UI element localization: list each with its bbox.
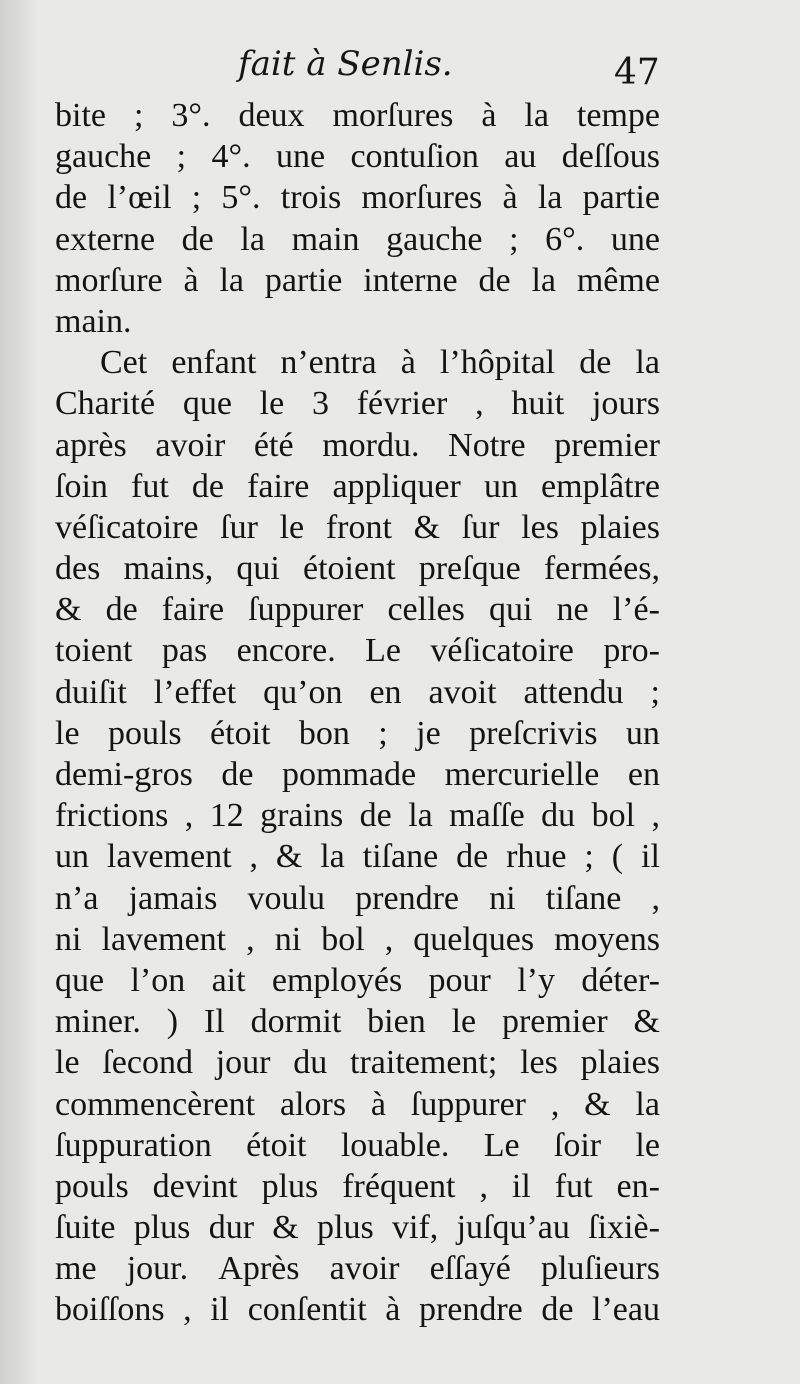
word: la: [635, 1085, 660, 1123]
word: preſque: [418, 550, 521, 588]
word: qui: [488, 591, 533, 629]
word: à: [502, 179, 518, 217]
word: ,: [183, 1291, 192, 1329]
word: la: [524, 97, 549, 134]
word: fut: [554, 1167, 593, 1205]
word: morſure: [55, 261, 163, 299]
word: bon: [298, 714, 350, 752]
word: le: [451, 1003, 477, 1041]
word: ſixiè-: [588, 1209, 660, 1247]
word: étoient: [303, 550, 396, 588]
word: véſicatoire: [430, 632, 574, 670]
word: juſqu’au: [456, 1209, 570, 1247]
word: commencèrent: [55, 1085, 256, 1123]
word: partie: [582, 179, 660, 217]
word: même: [576, 261, 660, 299]
word: bol: [591, 797, 636, 835]
word: plus: [261, 1167, 319, 1205]
word: véſicatoire: [55, 508, 199, 546]
word: me: [55, 1250, 97, 1288]
word: il: [641, 838, 660, 876]
word: l’œil: [107, 179, 172, 217]
word: la: [537, 179, 563, 217]
word: la: [219, 261, 245, 299]
word: contuſion: [350, 138, 479, 176]
word: Il: [203, 1003, 225, 1041]
word: ſecond: [102, 1044, 193, 1082]
word: tempe: [576, 97, 660, 134]
word: l’é-: [612, 591, 660, 629]
word: plaies: [580, 508, 660, 546]
word: des: [55, 550, 101, 588]
text-line: [55, 425, 660, 466]
word: bol: [321, 920, 365, 958]
word: l’hôpital: [439, 344, 556, 382]
word: rhue: [506, 838, 567, 876]
word: deſſous: [561, 138, 660, 176]
word: jours: [591, 385, 660, 423]
text-line: [55, 1042, 660, 1083]
word: ſuppurer: [248, 591, 364, 629]
text-line: [55, 1289, 660, 1330]
word: premier: [501, 1003, 608, 1041]
word: un: [625, 714, 660, 752]
word: n’a: [55, 879, 99, 917]
word: &: [413, 508, 441, 546]
word: les: [520, 1044, 558, 1082]
word: tiſane: [362, 838, 439, 876]
word: alors: [279, 1085, 347, 1123]
word: ſoin: [55, 467, 108, 505]
word: ſuppurer: [410, 1085, 526, 1123]
word: de: [541, 1291, 574, 1329]
word: en-: [616, 1167, 660, 1205]
text-line: [55, 507, 660, 548]
word: ait: [211, 961, 246, 999]
text-line: [55, 630, 660, 671]
word: la: [531, 261, 556, 299]
word: ſur: [461, 508, 500, 546]
word: faire: [247, 467, 310, 505]
word: toient: [55, 632, 133, 670]
word: à: [400, 344, 416, 382]
word: maſſe: [449, 797, 525, 835]
text-line: [55, 383, 660, 424]
word: un: [483, 467, 518, 505]
word: à: [481, 97, 497, 134]
word: ;: [509, 220, 519, 258]
word: &: [55, 591, 82, 629]
word: la: [635, 344, 660, 382]
word: l’y: [517, 961, 555, 999]
text-line: [55, 795, 660, 836]
word: morſures: [332, 97, 454, 134]
word: lavement: [101, 920, 227, 958]
word: Charité: [55, 385, 156, 423]
text-line: [55, 1207, 660, 1248]
word: Le: [483, 1126, 520, 1164]
word: &: [272, 1209, 299, 1247]
word: premier: [554, 426, 660, 464]
word: la: [320, 838, 345, 876]
word: dormit: [250, 1003, 342, 1041]
word: partie: [264, 261, 343, 299]
word: plus: [133, 1209, 191, 1247]
word: bite: [55, 97, 106, 134]
word: prendre: [418, 1291, 523, 1329]
word: eſſayé: [429, 1250, 511, 1288]
word: pas: [161, 632, 208, 670]
word: huit: [511, 385, 565, 423]
word: lavement: [106, 838, 232, 876]
word: front: [325, 508, 392, 546]
word: de: [359, 797, 392, 835]
text-line: [55, 95, 660, 136]
word: enfant: [171, 344, 257, 382]
word: Cet: [100, 344, 148, 382]
word: que: [182, 385, 232, 423]
word: mordu.: [322, 426, 420, 464]
word: trois: [280, 179, 342, 217]
word: ni: [274, 920, 302, 958]
word: encore.: [236, 632, 336, 670]
word: en: [369, 673, 402, 711]
word: jour: [215, 1044, 271, 1082]
text-line: [55, 466, 660, 507]
word: du: [541, 797, 576, 835]
word: qu’on: [263, 673, 343, 711]
running-title: fait à Senlis.: [238, 44, 453, 84]
word: le: [55, 714, 80, 752]
text-line: [55, 713, 660, 754]
word: ni: [55, 920, 82, 958]
word: ſuppuration: [55, 1126, 212, 1164]
text-line: [55, 177, 660, 218]
text-line: [55, 301, 660, 342]
word: louable.: [340, 1126, 450, 1164]
word: emplâtre: [541, 467, 660, 505]
word: ;: [584, 838, 594, 876]
word: été: [253, 426, 294, 464]
word: moyens: [554, 920, 660, 958]
word: de: [478, 261, 511, 299]
word: employés: [271, 961, 403, 999]
word: en: [627, 756, 660, 793]
word: de: [221, 756, 254, 793]
word: fermées,: [543, 550, 660, 588]
word: pouls: [55, 1167, 129, 1205]
word: de: [191, 467, 224, 505]
word: le: [259, 385, 285, 423]
word: l’on: [130, 961, 186, 999]
word: jour.: [126, 1250, 189, 1288]
word: &: [275, 838, 303, 876]
word: devint: [152, 1167, 238, 1205]
text-line: [55, 589, 660, 630]
word: appliquer: [332, 467, 461, 505]
word: les: [521, 508, 559, 546]
word: ;: [191, 179, 202, 217]
text-line: [55, 919, 660, 960]
word: il: [210, 1291, 230, 1329]
word: ,: [475, 385, 484, 423]
word: à: [385, 1291, 401, 1329]
word: main.: [55, 302, 132, 340]
word: conſentit: [247, 1291, 367, 1329]
word: qui: [236, 550, 280, 588]
word: déter-: [581, 961, 660, 999]
text-line: [55, 219, 660, 260]
word: gauche: [55, 138, 152, 176]
text-line: [55, 1166, 660, 1207]
word: à: [183, 261, 199, 299]
word: étoit: [246, 1126, 307, 1164]
word: frictions: [55, 797, 169, 835]
word: Le: [365, 632, 401, 670]
word: ;: [650, 673, 660, 711]
word: ;: [133, 97, 144, 134]
word: de: [456, 838, 489, 876]
word: la: [240, 220, 265, 258]
word: Après: [218, 1250, 300, 1288]
word: 4°.: [211, 138, 251, 176]
word: demi-gros: [55, 756, 193, 793]
word: ni: [489, 879, 516, 917]
word: prendre: [355, 879, 459, 917]
word: (: [611, 838, 624, 876]
word: &: [584, 1085, 611, 1123]
word: ,: [479, 1167, 488, 1205]
word: main: [291, 220, 360, 258]
word: fréquent: [342, 1167, 456, 1205]
word: l’effet: [153, 673, 237, 711]
word: ,: [249, 838, 258, 876]
word: au: [504, 138, 537, 176]
word: pour: [428, 961, 491, 999]
word: duiſit: [55, 673, 127, 711]
text-line: [55, 1248, 660, 1289]
word: attendu: [523, 673, 624, 711]
page-edge-shadow: [0, 0, 40, 1384]
word: pro-: [603, 632, 660, 670]
text-line: [55, 1084, 660, 1125]
word: externe: [55, 220, 156, 258]
word: étoit: [210, 714, 271, 752]
word: dur: [208, 1209, 255, 1247]
word: de: [55, 179, 88, 217]
word: de: [105, 591, 138, 629]
word: traitement;: [350, 1044, 498, 1082]
word: ſuite: [55, 1209, 116, 1247]
word: il: [511, 1167, 531, 1205]
word: ,: [384, 920, 394, 958]
text-line: [55, 1001, 660, 1042]
word: ): [166, 1003, 179, 1041]
word: du: [293, 1044, 328, 1082]
page-number: 47: [614, 52, 660, 93]
word: une: [610, 220, 660, 258]
word: pommade: [281, 756, 417, 793]
word: 12: [209, 797, 244, 835]
text-line: [55, 754, 660, 795]
word: mains,: [123, 550, 214, 588]
text-line: [55, 960, 660, 1001]
word: ,: [651, 797, 660, 835]
word: 5°.: [221, 179, 261, 217]
word: un: [55, 838, 89, 876]
word: avoir: [155, 426, 226, 464]
word: ,: [651, 879, 660, 917]
word: deux: [238, 97, 305, 134]
word: boiſſons: [55, 1291, 165, 1329]
body-text: [55, 95, 660, 1331]
word: miner.: [55, 1003, 141, 1041]
word: le: [55, 1044, 80, 1082]
word: le: [635, 1126, 660, 1164]
word: 3°.: [171, 97, 211, 134]
text-line: [55, 548, 660, 589]
word: fut: [131, 467, 169, 505]
word: ,: [550, 1085, 560, 1123]
text-line: [55, 260, 660, 301]
word: mercurielle: [444, 756, 600, 793]
word: ,: [184, 797, 194, 835]
word: Notre: [448, 426, 526, 464]
word: plaies: [580, 1044, 660, 1082]
word: l’eau: [592, 1291, 660, 1329]
word: quelques: [413, 920, 535, 958]
text-line: [55, 672, 660, 713]
word: ſoir: [553, 1126, 602, 1164]
word: avoir: [329, 1250, 400, 1288]
word: une: [275, 138, 326, 176]
word: 6°.: [545, 220, 585, 258]
word: ;: [176, 138, 187, 176]
word: avoit: [428, 673, 497, 711]
word: faire: [161, 591, 225, 629]
text-line: [55, 136, 660, 177]
word: février: [356, 385, 448, 423]
word: bien: [367, 1003, 426, 1041]
word: celles: [387, 591, 465, 629]
word: après: [55, 426, 127, 464]
word: ſur: [220, 508, 258, 546]
word: la: [408, 797, 433, 835]
word: morſures: [361, 179, 483, 217]
word: n’entra: [280, 344, 377, 382]
word: ;: [378, 714, 388, 752]
text-line: [55, 342, 660, 383]
word: ,: [246, 920, 255, 958]
word: grains: [260, 797, 344, 835]
word: à: [370, 1085, 386, 1123]
word: de: [579, 344, 612, 382]
word: pluſieurs: [540, 1250, 660, 1288]
text-line: [55, 836, 660, 877]
text-line: [55, 878, 660, 919]
word: preſcrivis: [469, 714, 598, 752]
word: de: [181, 220, 214, 258]
word: je: [416, 714, 441, 752]
word: 3: [311, 385, 329, 423]
word: voulu: [247, 879, 325, 917]
text-line: [55, 1125, 660, 1166]
word: gauche: [386, 220, 483, 258]
word: le: [279, 508, 305, 546]
word: que: [55, 961, 105, 999]
word: vif,: [392, 1209, 439, 1247]
word: jamais: [128, 879, 218, 917]
word: ne: [556, 591, 589, 629]
word: &: [633, 1003, 660, 1041]
word: interne: [363, 261, 458, 299]
word: tiſane: [545, 879, 622, 917]
word: pouls: [107, 714, 182, 752]
word: plus: [317, 1209, 374, 1247]
